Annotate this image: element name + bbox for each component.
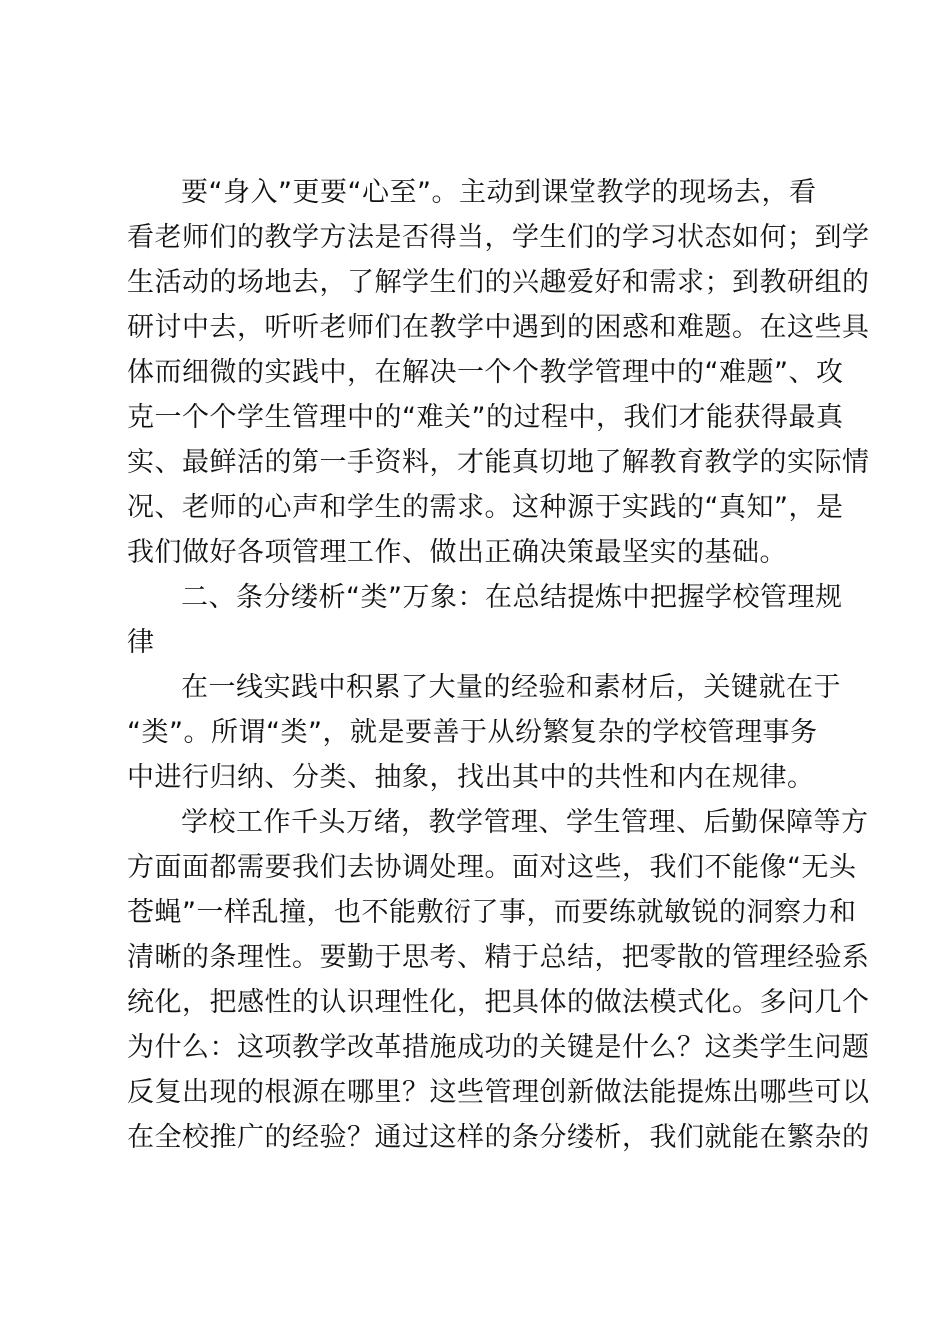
text-line: 清晰的条理性。要勤于思考、精于总结，把零散的管理经验系 xyxy=(127,942,870,973)
text-line: 反复出现的根源在哪里？这些管理创新做法能提炼出哪些可以 xyxy=(127,1077,870,1108)
text-line: 在一线实践中积累了大量的经验和素材后，关键就在于 xyxy=(181,672,841,703)
section-heading-continued: 律 xyxy=(127,627,155,658)
text-line: 学校工作千头万绪，教学管理、学生管理、后勤保障等方 xyxy=(181,807,869,838)
text-line: 统化，把感性的认识理性化，把具体的做法模式化。多问几个 xyxy=(127,987,870,1018)
text-line: 方面面都需要我们去协调处理。面对这些，我们不能像“无头 xyxy=(127,852,857,883)
text-line: 生活动的场地去，了解学生们的兴趣爱好和需求；到教研组的 xyxy=(127,267,870,298)
text-line: “类”。所谓“类”，就是要善于从纷繁复杂的学校管理事务 xyxy=(127,717,818,748)
text-line: 体而细微的实践中，在解决一个个教学管理中的“难题”、攻 xyxy=(127,357,844,388)
text-line: 我们做好各项管理工作、做出正确决策最坚实的基础。 xyxy=(127,537,787,568)
text-line: 为什么：这项教学改革措施成功的关键是什么？这类学生问题 xyxy=(127,1032,870,1063)
text-line: 苍蝇”一样乱撞，也不能敷衍了事，而要练就敏锐的洞察力和 xyxy=(127,897,857,928)
text-line: 实、最鲜活的第一手资料，才能真切地了解教育教学的实际情 xyxy=(127,447,870,478)
text-line: 研讨中去，听听老师们在教学中遇到的困惑和难题。在这些具 xyxy=(127,312,870,343)
text-line: 看老师们的教学方法是否得当，学生们的学习状态如何；到学 xyxy=(127,222,870,253)
text-line: 克一个个学生管理中的“难关”的过程中，我们才能获得最真 xyxy=(127,402,844,433)
text-line: 况、老师的心声和学生的需求。这种源于实践的“真知”，是 xyxy=(127,492,844,523)
text-line: 要“身入”更要“心至”。主动到课堂教学的现场去，看 xyxy=(181,177,817,208)
text-line: 在全校推广的经验？通过这样的条分缕析，我们就能在繁杂的 xyxy=(127,1122,870,1153)
section-heading: 二、条分缕析“类”万象：在总结提炼中把握学校管理规 xyxy=(181,582,843,613)
text-line: 中进行归纳、分类、抽象，找出其中的共性和内在规律。 xyxy=(127,762,815,793)
body-text xyxy=(127,170,870,1160)
